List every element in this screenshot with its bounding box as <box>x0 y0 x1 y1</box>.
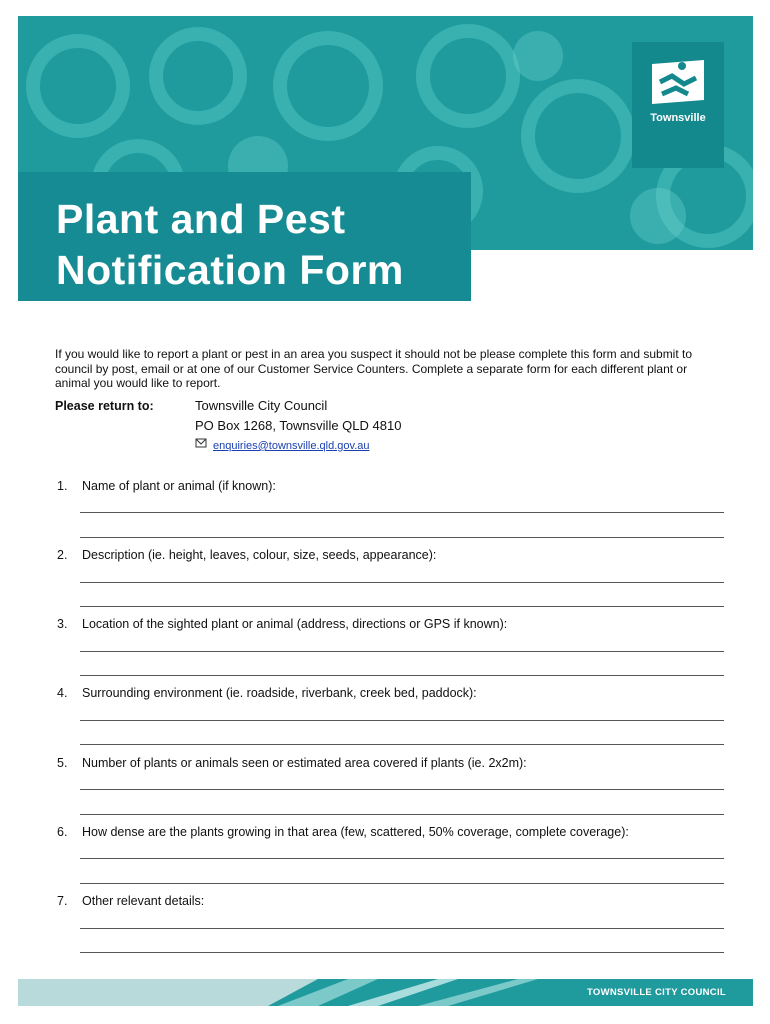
question-number: 1. <box>57 479 68 493</box>
answer-line[interactable] <box>80 814 724 815</box>
question-number: 6. <box>57 825 68 839</box>
answer-line[interactable] <box>80 651 724 652</box>
question-3 <box>57 617 507 631</box>
footer-council-name: TOWNSVILLE CITY COUNCIL <box>586 987 726 998</box>
question-text: Description (ie. height, leaves, colour, size, seeds, appearance): <box>82 548 437 562</box>
envelope-icon <box>195 437 207 452</box>
question-text: Surrounding environment (ie. roadside, riverbank, creek bed, paddock): <box>82 686 477 700</box>
question-text: Location of the sighted plant or animal (address, directions or GPS if known): <box>82 617 508 631</box>
question-number: 5. <box>57 756 68 770</box>
question-7 <box>57 894 204 908</box>
question-6 <box>57 825 629 839</box>
footer-bar <box>18 979 753 1006</box>
return-address-line2: PO Box 1268, Townsville QLD 4810 <box>195 418 402 433</box>
answer-line[interactable] <box>80 720 724 721</box>
title-box <box>18 172 471 301</box>
answer-line[interactable] <box>80 789 724 790</box>
townsville-logo <box>632 42 724 168</box>
answer-line[interactable] <box>80 883 724 884</box>
question-text: How dense are the plants growing in that area (few, scattered, 50% coverage, complete coverage): <box>82 825 629 839</box>
answer-line[interactable] <box>80 606 724 607</box>
question-number: 4. <box>57 686 68 700</box>
return-label: Please return to: <box>55 399 154 413</box>
question-number: 7. <box>57 894 68 908</box>
answer-line[interactable] <box>80 537 724 538</box>
question-2 <box>57 548 436 562</box>
answer-line[interactable] <box>80 512 724 513</box>
question-5 <box>57 756 527 770</box>
question-text: Name of plant or animal (if known): <box>82 479 276 493</box>
question-number: 3. <box>57 617 68 631</box>
logo-text: Townsville <box>650 112 706 124</box>
title-line-1: Plant and Pest <box>56 196 346 242</box>
question-number: 2. <box>57 548 68 562</box>
return-address-line1: Townsville City Council <box>195 398 328 413</box>
title-line-2: Notification Form <box>56 247 404 293</box>
logo-mark-icon <box>632 42 724 112</box>
answer-line[interactable] <box>80 744 724 745</box>
answer-line[interactable] <box>80 858 724 859</box>
question-1 <box>57 479 276 493</box>
answer-line[interactable] <box>80 675 724 676</box>
question-text: Number of plants or animals seen or estimated area covered if plants (ie. 2x2m): <box>82 756 527 770</box>
answer-line[interactable] <box>80 928 724 929</box>
email-link[interactable] <box>195 437 370 452</box>
question-4 <box>57 686 477 700</box>
question-text: Other relevant details: <box>82 894 205 908</box>
answer-line[interactable] <box>80 582 724 583</box>
intro-paragraph: If you would like to report a plant or pest in an area you suspect it should not be please complete this form and submit to council by post, email or at one of our Customer Service Counters. Complete a separate form for each different plant or animal you would like to report. <box>55 347 693 390</box>
email-address[interactable]: enquiries@townsville.qld.gov.au <box>213 440 370 452</box>
answer-line[interactable] <box>80 952 724 953</box>
page-title <box>56 194 404 296</box>
